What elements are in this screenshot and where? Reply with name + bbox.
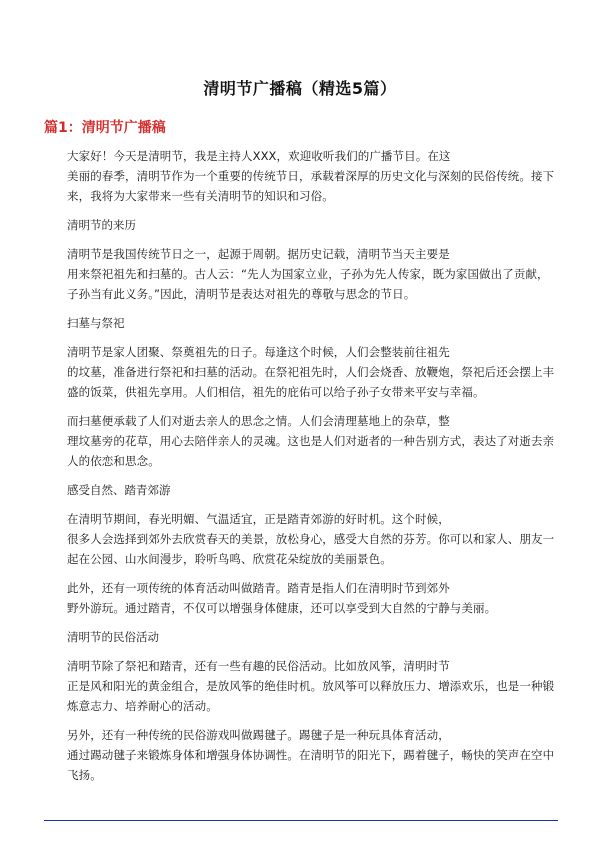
paragraph <box>44 342 558 402</box>
text-line: 野外游玩。通过踏青，不仅可以增强身体健康，还可以享受到大自然的宁静与美丽。 <box>67 601 497 615</box>
text-line: 美丽的春季，清明节作为一个重要的传统节日，承载着深厚的历史文化与深刻的民俗传统。接下 <box>67 169 555 183</box>
paragraph <box>44 146 558 206</box>
text-line: 扫墓与祭祀 <box>67 316 125 330</box>
text-line: 来，我将为大家带来一些有关清明节的知识和习俗。 <box>67 189 334 203</box>
paragraph <box>44 725 558 785</box>
text-line: 清明节是家人团聚、祭奠祖先的日子。每逢这个时候，人们会整装前往祖先 <box>67 345 450 359</box>
text-line: 清明节是我国传统节日之一，起源于周朝。据历史记载，清明节当天主要是 <box>67 247 450 261</box>
text-line: 起在公园、山水间漫步，聆听鸟鸣、欣赏花朵绽放的美丽景色。 <box>67 552 392 566</box>
text-line: 感受自然、踏青郊游 <box>67 483 171 497</box>
paragraph <box>44 411 558 471</box>
text-line: 而扫墓便承载了人们对逝去亲人的思念之情。人们会清理墓地上的杂草，整 <box>67 414 450 428</box>
text-line: 子孙当有此义务。”因此，清明节是表达对祖先的尊敬与思念的节日。 <box>67 287 416 301</box>
document-body <box>44 146 558 794</box>
subheading <box>44 480 558 500</box>
subheading <box>44 215 558 235</box>
text-line: 的坟墓，准备进行祭祀和扫墓的活动。在祭祀祖先时，人们会烧香、放鞭炮，祭祀后还会摆上丰 <box>67 365 555 379</box>
text-line: 清明节除了祭祀和踏青，还有一些有趣的民俗活动。比如放风筝，清明时节 <box>67 659 450 673</box>
document-title: 清明节广播稿（精选5篇） <box>203 79 397 98</box>
text-line: 飞扬。 <box>67 768 102 782</box>
text-line: 通过踢动毽子来锻炼身体和增强身体协调性。在清明节的阳光下，踢着毽子，畅快的笑声在空中 <box>67 748 555 762</box>
text-line: 正是风和阳光的黄金组合，是放风筝的绝佳时机。放风筝可以释放压力、增添欢乐，也是一种锻 <box>67 679 555 693</box>
text-line: 另外，还有一种传统的民俗游戏叫做踢毽子。踢毽子是一种玩具体育活动， <box>67 728 450 742</box>
section-title: 篇1：清明节广播稿 <box>44 120 166 136</box>
subheading <box>44 313 558 333</box>
text-line: 炼意志力、培养耐心的活动。 <box>67 699 218 713</box>
text-line: 人的依恋和思念。 <box>67 454 160 468</box>
text-line: 很多人会选择到郊外去欣赏春天的美景，放松身心，感受大自然的芬芳。你可以和家人、朋友一 <box>67 532 555 546</box>
paragraph <box>44 656 558 716</box>
paragraph <box>44 509 558 569</box>
text-line: 理坟墓旁的花草，用心去陪伴亲人的灵魂。这也是人们对逝者的一种告别方式，表达了对逝去亲 <box>67 434 555 448</box>
text-line: 清明节的民俗活动 <box>67 630 159 644</box>
paragraph <box>44 244 558 304</box>
text-line: 此外，还有一项传统的体育活动叫做踏青。踏青是指人们在清明时节到郊外 <box>67 581 450 595</box>
text-line: 清明节的来历 <box>67 218 136 232</box>
text-line: 在清明节期间，春光明媚、气温适宜，正是踏青郊游的好时机。这个时候， <box>67 512 450 526</box>
subheading <box>44 627 558 647</box>
text-line: 盛的饭菜，供祖先享用。人们相信，祖先的庇佑可以给子孙子女带来平安与幸福。 <box>67 385 485 399</box>
text-line: 大家好！今天是清明节，我是主持人XXX，欢迎收听我们的广播节目。在这 <box>67 149 451 163</box>
paragraph <box>44 578 558 618</box>
bottom-divider <box>44 820 558 821</box>
text-line: 用来祭祀祖先和扫墓的。古人云：“先人为国家立业，子孙为先人传家，既为家国做出了贡献， <box>67 267 549 281</box>
